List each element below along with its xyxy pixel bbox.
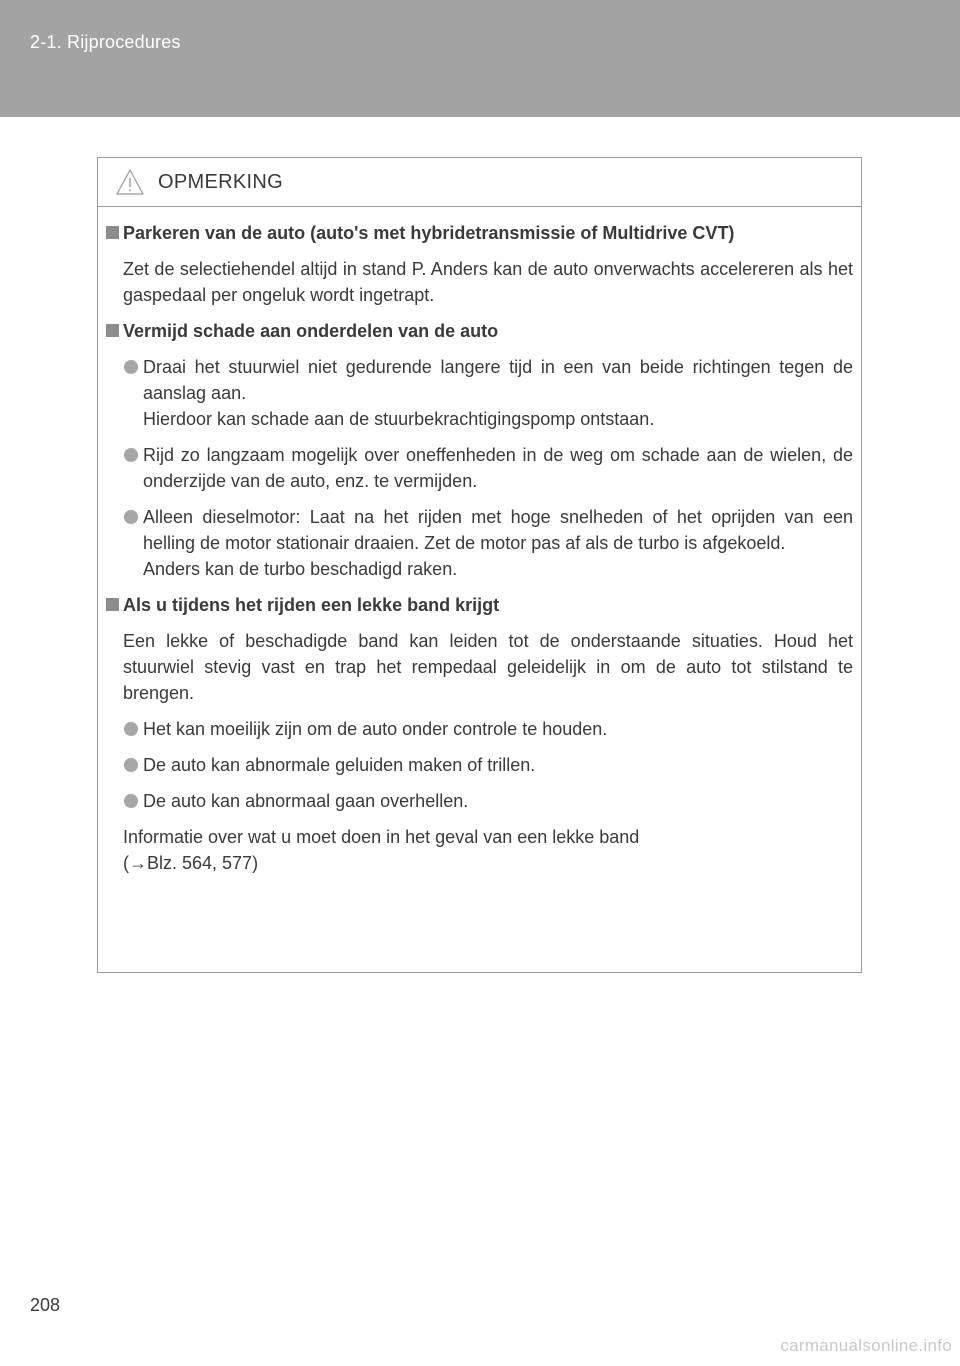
section-heading	[106, 220, 853, 246]
list-item-text: Rijd zo langzaam mogelijk over oneffenheden in de weg om schade aan de wielen, de onderzijde van de auto, enz. te vermijden.	[143, 445, 853, 491]
round-bullet-icon	[124, 448, 138, 462]
notice-header	[98, 158, 861, 207]
section-heading-text: Als u tijdens het rijden een lekke band krijgt	[123, 595, 500, 615]
section-heading-text: Parkeren van de auto (auto's met hybridetransmissie of Multidrive CVT)	[123, 223, 735, 243]
round-bullet-icon	[124, 758, 138, 772]
notice-title: OPMERKING	[158, 171, 283, 193]
section-paragraph: Een lekke of beschadigde band kan leiden tot de onderstaande situaties. Houd het stuurwiel stevig vast en trap het rempedaal geleidelijk in om de auto tot stilstand te brengen.	[123, 631, 853, 703]
list-item	[106, 752, 853, 778]
square-bullet-icon	[106, 226, 119, 239]
square-bullet-icon	[106, 324, 119, 337]
section-title: 2-1. Rijprocedures	[30, 32, 181, 52]
section-heading	[106, 318, 853, 344]
header-band	[0, 0, 960, 117]
round-bullet-icon	[124, 510, 138, 524]
list-item	[106, 354, 853, 432]
list-item	[106, 442, 853, 494]
list-item	[106, 504, 853, 582]
square-bullet-icon	[106, 598, 119, 611]
list-item-text: Het kan moeilijk zijn om de auto onder controle te houden.	[143, 719, 608, 739]
list-item-text: De auto kan abnormale geluiden maken of trillen.	[143, 755, 536, 775]
list-item-text: Hierdoor kan schade aan de stuurbekrachtigingspomp ontstaan.	[143, 409, 655, 429]
section-heading-text: Vermijd schade aan onderdelen van de auto	[123, 321, 499, 341]
round-bullet-icon	[124, 722, 138, 736]
notice-body	[98, 207, 861, 876]
page-number: 208	[30, 1295, 61, 1315]
round-bullet-icon	[124, 794, 138, 808]
closing-text: Informatie over wat u moet doen in het geval van een lekke band	[123, 827, 640, 847]
round-bullet-icon	[124, 360, 138, 374]
section-paragraph: Zet de selectiehendel altijd in stand P. Anders kan de auto onverwachts accelereren als het gaspedaal per ongeluk wordt ingetrapt.	[123, 259, 853, 305]
closing-paragraph	[106, 824, 853, 876]
list-item-text: Draai het stuurwiel niet gedurende langere tijd in een van beide richtingen tegen de aanslag aan.	[143, 357, 853, 403]
list-item-text: Alleen dieselmotor: Laat na het rijden met hoge snelheden of het oprijden van een helling de motor stationair draaien. Zet de motor pas af als de turbo is afgekoeld.	[143, 507, 853, 553]
section-heading	[106, 592, 853, 618]
list-item	[106, 716, 853, 742]
page-reference: (→Blz. 564, 577)	[123, 853, 259, 873]
list-item	[106, 788, 853, 814]
list-item-text: Anders kan de turbo beschadigd raken.	[143, 559, 458, 579]
list-item-text: De auto kan abnormaal gaan overhellen.	[143, 791, 469, 811]
notice-box	[97, 157, 862, 973]
watermark: carmanualsonline.info	[780, 1336, 952, 1355]
warning-triangle-icon	[115, 168, 145, 196]
